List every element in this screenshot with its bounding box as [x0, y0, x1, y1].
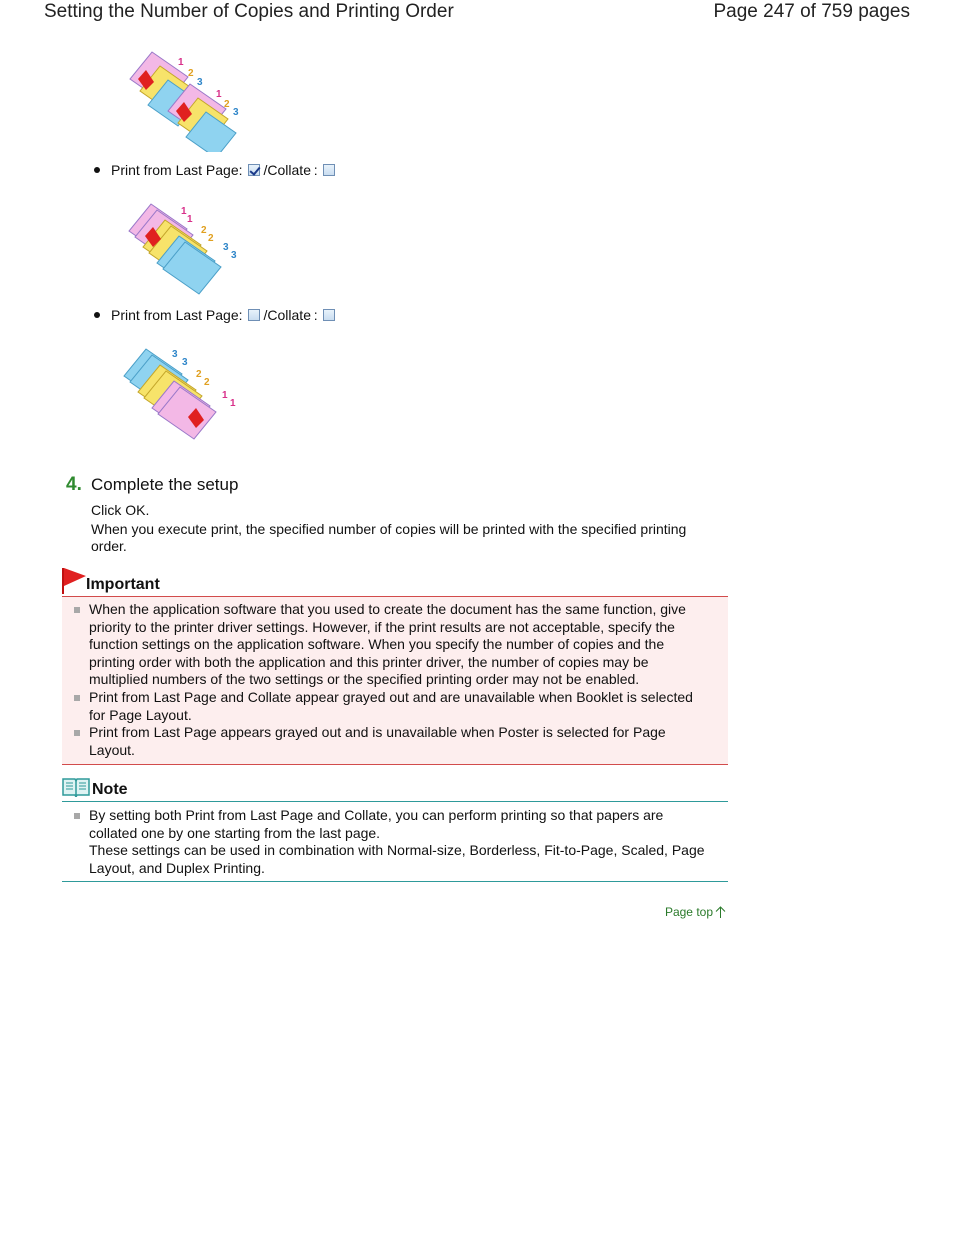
collate-illustration-top	[112, 50, 247, 152]
print-last-label: Print from Last Page:	[111, 307, 243, 323]
page-top-label: Page top	[664, 905, 713, 919]
note-item-line-1: By setting both Print from Last Page and Collate, you can perform printing so that papers are collated one by one starting from the last page.	[89, 807, 664, 841]
illus-top-label-6: 3	[233, 107, 239, 118]
important-heading: Important	[86, 576, 160, 593]
step-number: 4.	[66, 474, 82, 495]
step-title: Complete the setup	[91, 475, 239, 494]
print-last-checkbox-unchecked-icon	[248, 309, 260, 321]
step-line-2: When you execute print, the specified number of copies will be printed with the specified printing order.	[91, 520, 687, 554]
illus-bot-label-4: 2	[204, 377, 210, 388]
important-body	[62, 597, 728, 765]
illus-bot-label-3: 2	[196, 369, 202, 380]
step-line-1: Click OK.	[91, 502, 150, 518]
illus-top-label-1: 1	[178, 57, 184, 68]
illus-mid-label-2: 1	[187, 214, 193, 225]
illus-bot-label-1: 3	[172, 349, 178, 360]
illus-top-label-4: 1	[216, 89, 222, 100]
note-header	[62, 776, 728, 802]
illus-mid-label-5: 3	[223, 242, 229, 253]
collate-label: /Collate :	[263, 307, 318, 323]
collate-illustration-middle	[115, 200, 245, 300]
important-item: Print from Last Page and Collate appear grayed out and are unavailable when Booklet is selected for Page Layout.	[89, 689, 709, 724]
illus-bot-label-2: 3	[182, 357, 188, 368]
red-flag-icon	[62, 568, 86, 594]
print-last-label: Print from Last Page:	[111, 162, 243, 178]
important-header	[62, 568, 728, 597]
illus-bot-label-5: 1	[222, 390, 228, 401]
illus-mid-label-3: 2	[201, 225, 207, 236]
note-heading: Note	[92, 781, 128, 798]
collate-checkbox-unchecked-icon	[323, 309, 335, 321]
important-item: Print from Last Page appears grayed out and is unavailable when Poster is selected for Page Layout.	[89, 724, 709, 759]
collate-label: /Collate :	[263, 162, 318, 178]
page-header-title: Setting the Number of Copies and Printing Order	[44, 1, 454, 22]
bullet-icon	[94, 312, 100, 318]
open-book-icon	[62, 777, 90, 797]
illus-mid-label-6: 3	[231, 250, 237, 261]
collate-checkbox-unchecked-icon	[323, 164, 335, 176]
illus-mid-label-1: 1	[181, 206, 187, 217]
important-item: When the application software that you used to create the document has the same function, give priority to the printer driver settings. However, if the print results are not acceptable, specify the function settings on the application software. When you specify the number of copies and the printing order with both the application and this printer driver, the number of copies may be multiplied numbers of the two settings or the specified printing order may not be enabled.	[89, 601, 709, 689]
step-body	[91, 502, 711, 556]
illus-top-label-3: 3	[197, 77, 203, 88]
option-row-1	[94, 162, 339, 178]
option-row-2	[94, 307, 339, 323]
bullet-icon	[94, 167, 100, 173]
page-header-page-info: Page 247 of 759 pages	[713, 1, 910, 22]
arrow-up-icon	[715, 906, 726, 918]
print-last-checkbox-checked-icon	[248, 164, 260, 176]
note-body	[62, 802, 728, 882]
note-item-line-2: These settings can be used in combination with Normal-size, Borderless, Fit-to-Page, Scaled, Page Layout, and Duplex Printing.	[89, 842, 705, 876]
illus-top-label-5: 2	[224, 99, 230, 110]
illus-bot-label-6: 1	[230, 398, 236, 409]
page-top-link[interactable]	[665, 905, 726, 919]
illus-mid-label-4: 2	[208, 233, 214, 244]
illus-top-label-2: 2	[188, 68, 194, 79]
note-item	[89, 807, 709, 877]
collate-illustration-bottom	[110, 345, 240, 445]
